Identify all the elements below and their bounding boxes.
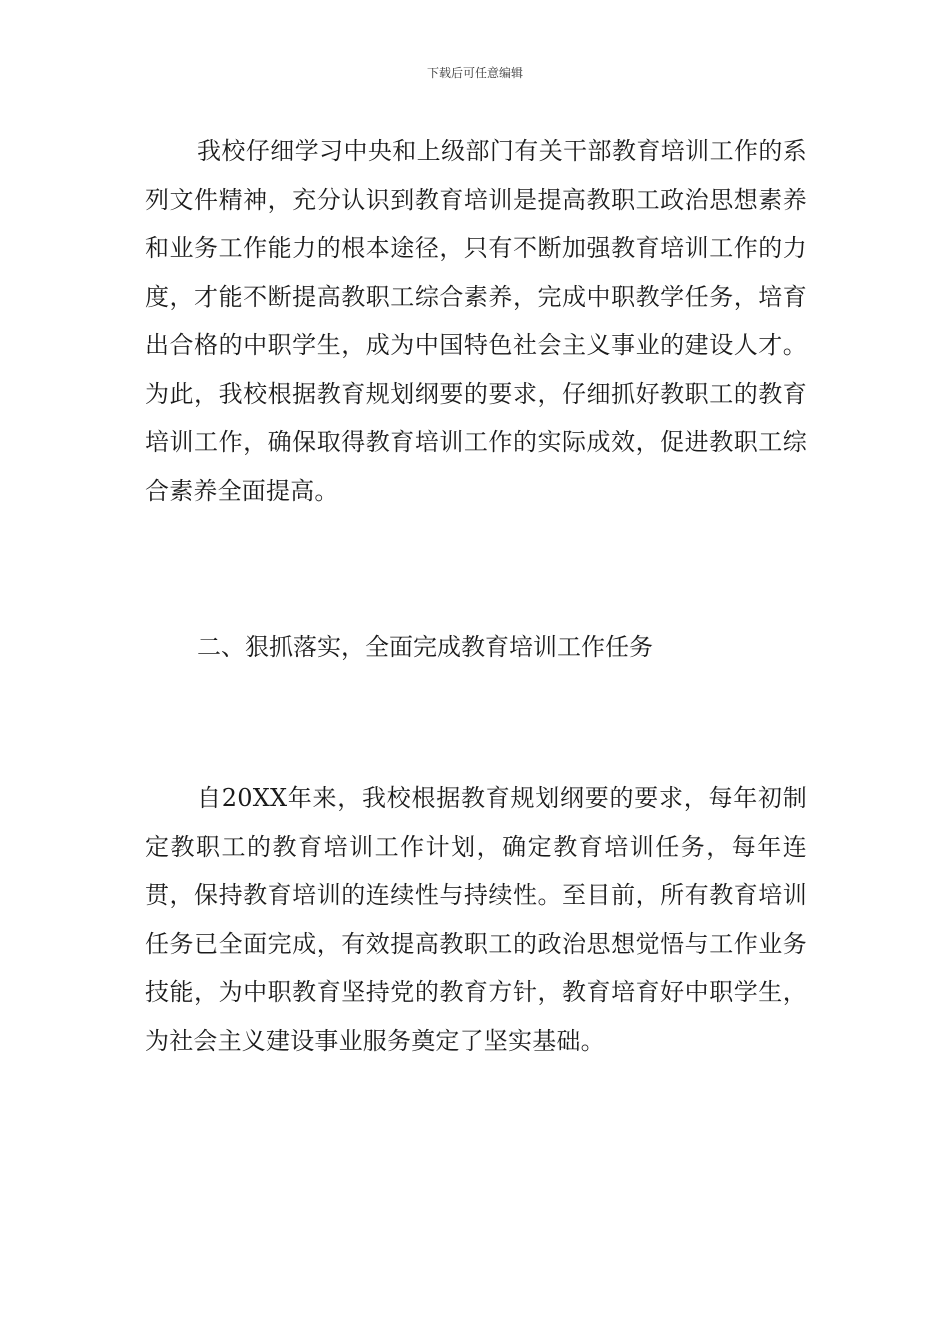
- body-paragraph-1: 我校仔细学习中央和上级部门有关干部教育培训工作的系列文件精神，充分认识到教育培训是提高教职工政治思想素养和业务工作能力的根本途径，只有不断加强教育培训工作的力度，才能不断提高教职工综合素养，完成中职教学任务，培育出合格的中职学生，成为中国特色社会主义事业的建设人才。为此，我校根据教育规划纲要的要求，仔细抓好教职工的教育培训工作，确保取得教育培训工作的实际成效，促进教职工综合素养全面提高。: [145, 137, 807, 505]
- section-heading-2: 二、狠抓落实，全面完成教育培训工作任务: [197, 633, 653, 661]
- body-paragraph-2: 自20XX年来，我校根据教育规划纲要的要求，每年初制定教职工的教育培训工作计划，确定教育培训任务，每年连贯，保持教育培训的连续性与持续性。至目前，所有教育培训任务已全面完成，有效提高教职工的政治思想觉悟与工作业务技能，为中职教育坚持党的教育方针，教育培育好中职学生，为社会主义建设事业服务奠定了坚实基础。: [145, 784, 807, 1055]
- page-header-note: 下载后可任意编辑: [426, 66, 523, 80]
